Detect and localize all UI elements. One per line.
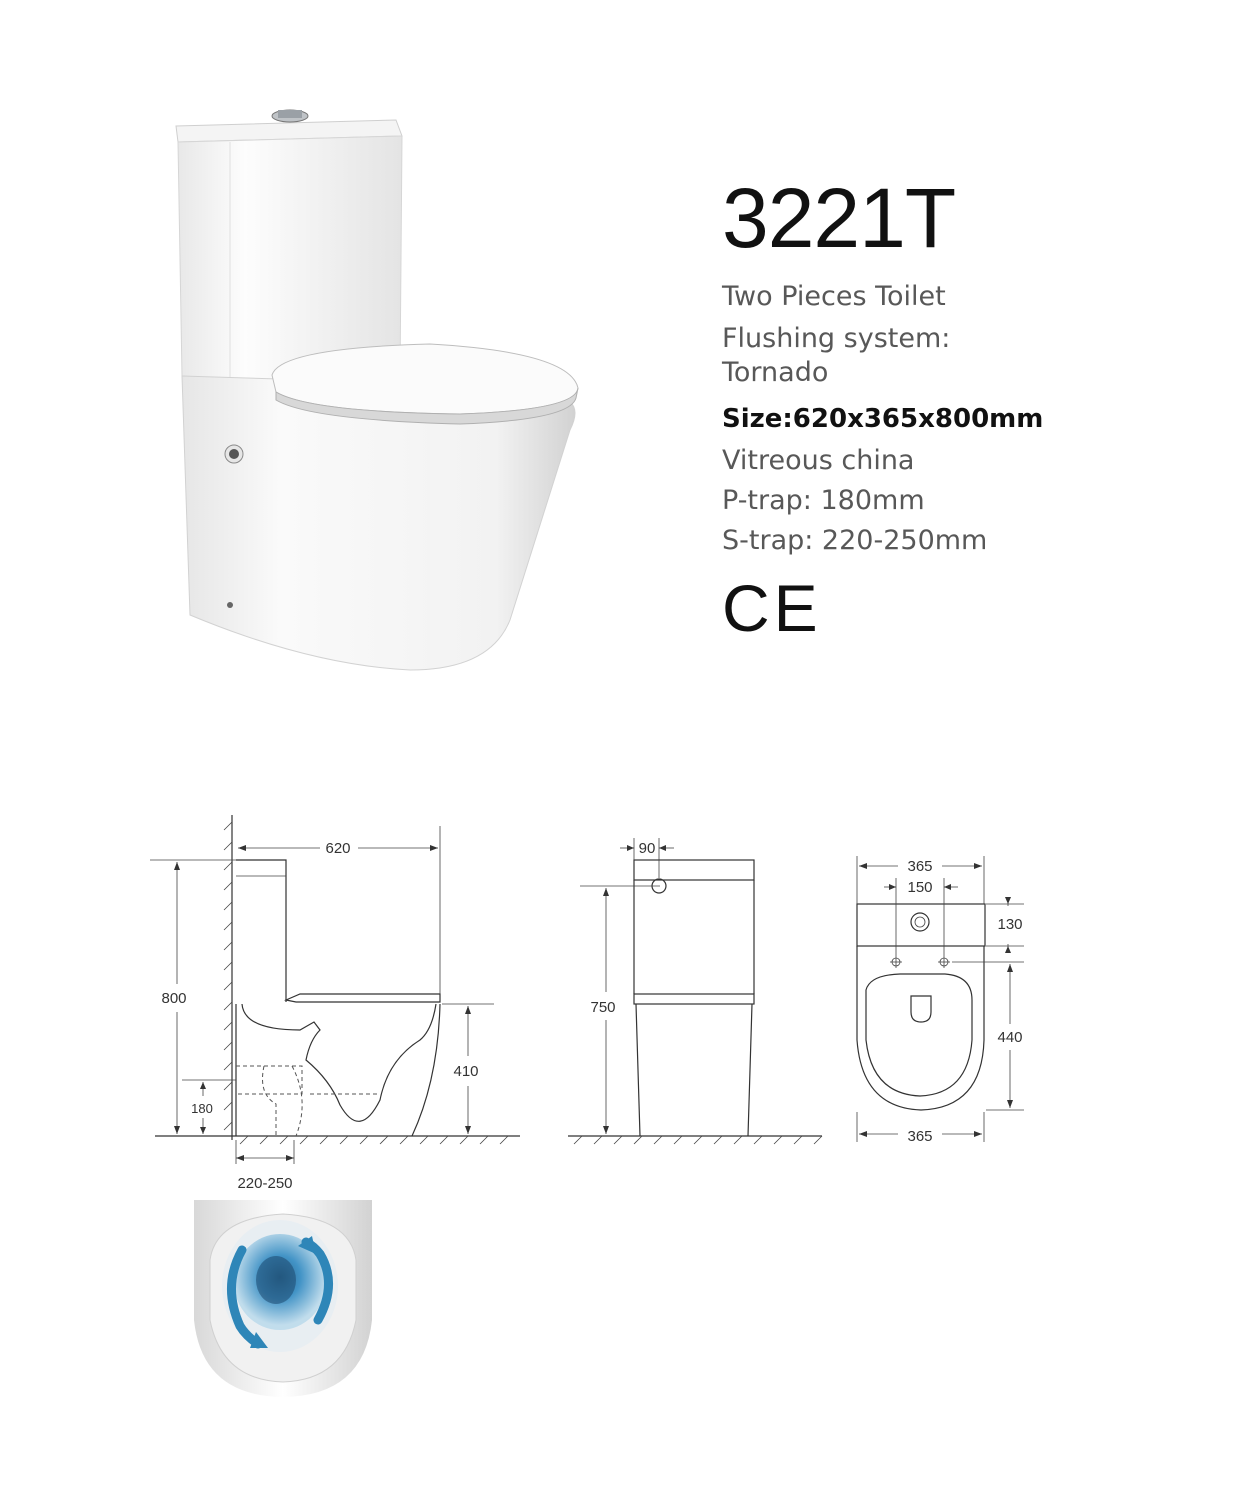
spec-block (722, 170, 1202, 648)
spec-material: Vitreous china (722, 445, 915, 476)
dim-p-trap: 180 (191, 1101, 213, 1116)
spec-type: Two Pieces Toilet (722, 281, 946, 312)
dim-hole-spacing: 150 (907, 879, 933, 896)
top-view-drawing (857, 856, 1024, 1145)
tornado-flush-bowl-image (194, 1200, 372, 1398)
dim-length: 620 (325, 840, 351, 857)
dim-s-trap: 220-250 (237, 1175, 293, 1192)
front-view-drawing (568, 838, 822, 1144)
dim-tank-depth: 130 (997, 916, 1023, 933)
technical-drawings (0, 800, 1241, 1200)
dim-seat-height: 410 (453, 1063, 479, 1080)
spec-s-trap: S-trap: 220-250mm (722, 525, 988, 556)
ce-mark-icon: CE (722, 571, 822, 645)
spec-p-trap: P-trap: 180mm (722, 485, 925, 516)
dim-height: 800 (161, 990, 187, 1007)
spec-flushing-label: Flushing system: (722, 323, 951, 354)
dim-base-width: 365 (907, 1128, 933, 1145)
spec-flushing-value: Tornado (722, 357, 829, 388)
toilet-product-photo (160, 80, 600, 690)
model-number: 3221T (722, 171, 956, 265)
side-view-drawing (150, 815, 520, 1192)
dim-button-offset: 90 (638, 840, 656, 857)
dim-top-width: 365 (907, 858, 933, 875)
dim-bowl-length: 440 (997, 1029, 1023, 1046)
spec-size: Size:620x365x800mm (722, 404, 1044, 434)
dim-tank-height: 750 (590, 999, 616, 1016)
